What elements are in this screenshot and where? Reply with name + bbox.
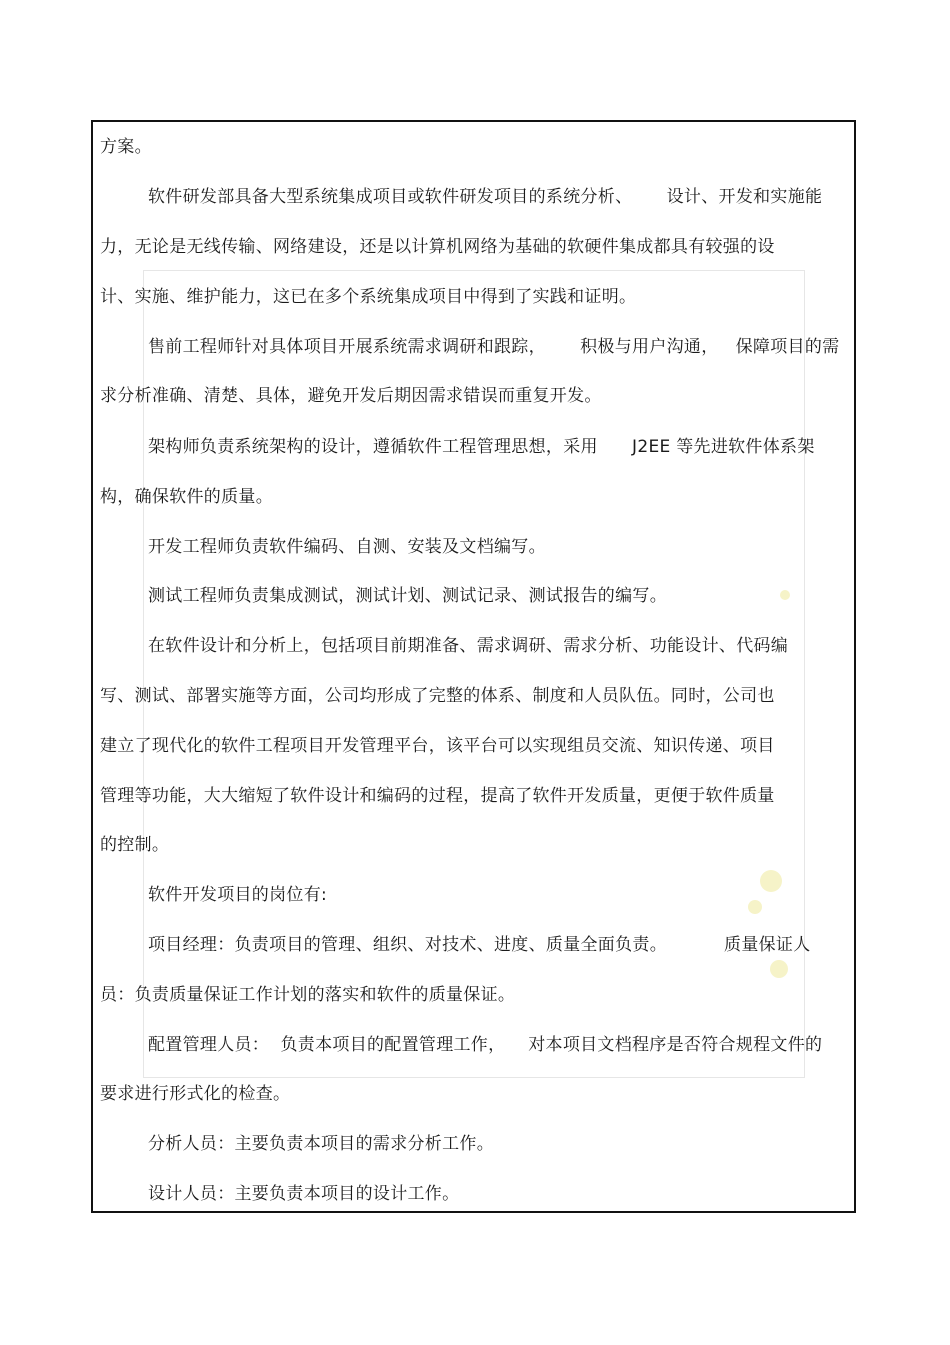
text-line: 计、实施、维护能力，这已在多个系统集成项目中得到了实践和证明。 (100, 287, 637, 307)
paragraph-line: 分析人员：主要负责本项目的需求分析工作。 (148, 1134, 494, 1154)
text-line: 求分析准确、清楚、具体，避免开发后期因需求错误而重复开发。 (100, 386, 602, 406)
text-line: 要求进行形式化的检查。 (100, 1084, 291, 1104)
text-line: 员：负责质量保证工作计划的落实和软件的质量保证。 (100, 985, 516, 1005)
text-line: 方案。 (100, 137, 152, 157)
text-line: 写、测试、部署实施等方面，公司均形成了完整的体系、制度和人员队伍。同时，公司也 (100, 686, 775, 706)
text-line: 构，确保软件的质量。 (100, 487, 273, 507)
text-line: 的控制。 (100, 835, 170, 855)
paragraph-line: 设计人员：主要负责本项目的设计工作。 (148, 1184, 460, 1204)
text-line: 管理等功能，大大缩短了软件设计和编码的过程，提高了软件开发质量，更便于软件质量 (100, 786, 775, 806)
paragraph-line: 项目经理：负责项目的管理、组织、对技术、进度、质量全面负责。 质量保证人 (148, 935, 811, 955)
paragraph-line: 架构师负责系统架构的设计，遵循软件工程管理思想，采用 J2EE 等先进软件体系架 (148, 437, 815, 457)
paragraph-line: 售前工程师针对具体项目开展系统需求调研和跟踪， 积极与用户沟通， 保障项目的需 (148, 337, 840, 357)
paragraph-line: 配置管理人员： 负责本项目的配置管理工作， 对本项目文档程序是否符合规程文件的 (148, 1035, 823, 1055)
text-line: 力，无论是无线传输、网络建设，还是以计算机网络为基础的软硬件集成都具有较强的设 (100, 237, 775, 257)
paragraph-line: 测试工程师负责集成测试，测试计划、测试记录、测试报告的编写。 (148, 586, 667, 606)
paragraph-line: 开发工程师负责软件编码、自测、安装及文档编写。 (148, 537, 546, 557)
paragraph-line: 在软件设计和分析上，包括项目前期准备、需求调研、需求分析、功能设计、代码编 (148, 636, 789, 656)
paragraph-line: 软件研发部具备大型系统集成项目或软件研发项目的系统分析、 设计、开发和实施能 (148, 187, 823, 207)
text-line: 建立了现代化的软件工程项目开发管理平台，该平台可以实现组员交流、知识传递、项目 (100, 736, 775, 756)
paragraph-line: 软件开发项目的岗位有: (148, 885, 328, 905)
